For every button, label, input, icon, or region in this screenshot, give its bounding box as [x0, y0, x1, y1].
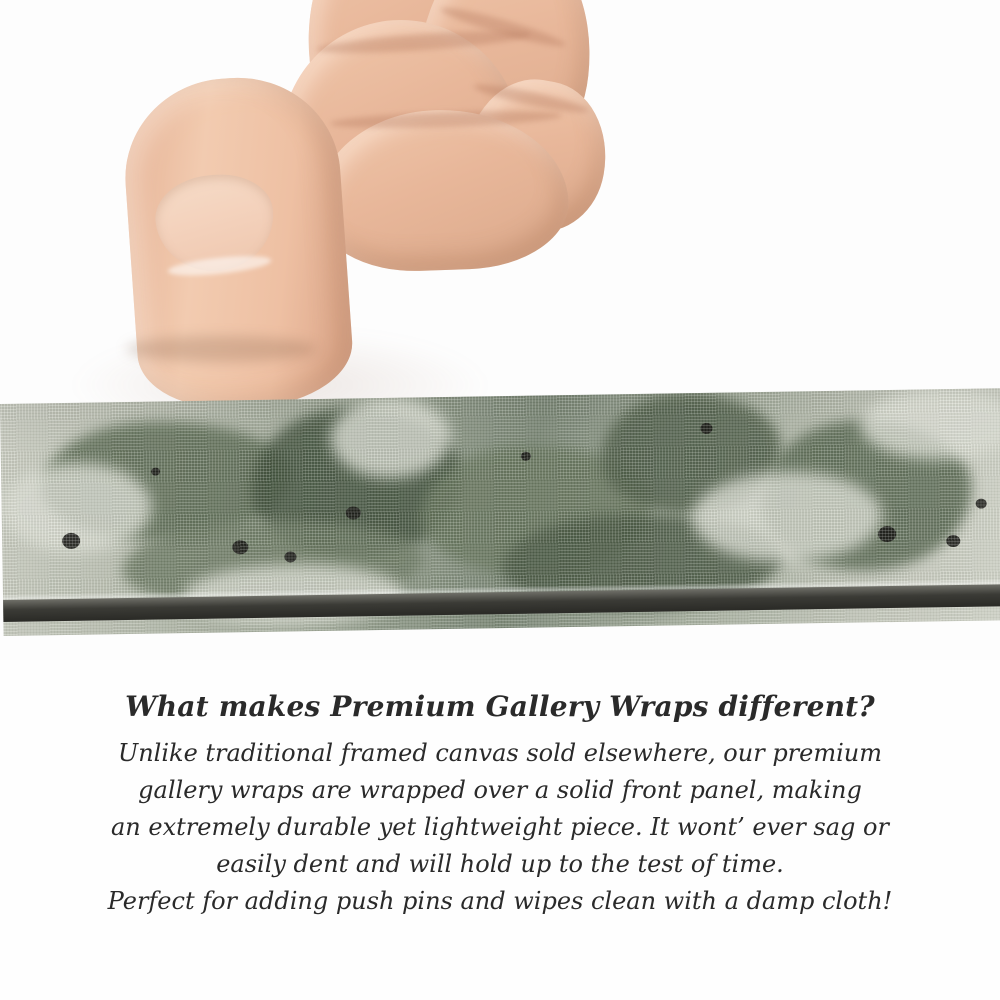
canvas-speck — [946, 535, 960, 547]
caption-line-3: an extremely durable yet lightweight piece. It wont’ ever sag or — [111, 813, 889, 841]
caption-line-5: Perfect for adding push pins and wipes clean with a damp cloth! — [107, 887, 893, 915]
fingertip-shadow — [126, 336, 316, 362]
caption-line-1: Unlike traditional framed canvas sold elsewhere, our premium — [117, 739, 882, 767]
hand-icon — [120, 0, 590, 430]
canvas-speck — [976, 499, 987, 509]
canvas-speck — [151, 467, 160, 475]
canvas-edge-icon — [0, 388, 1000, 636]
caption-title: What makes Premium Gallery Wraps different? — [125, 690, 875, 723]
canvas-speck — [521, 452, 531, 461]
caption-block — [0, 690, 1000, 920]
caption-line-4: easily dent and will hold up to the test of time. — [216, 850, 784, 878]
caption-line-2: gallery wraps are wrapped over a solid front panel, making — [138, 776, 862, 804]
